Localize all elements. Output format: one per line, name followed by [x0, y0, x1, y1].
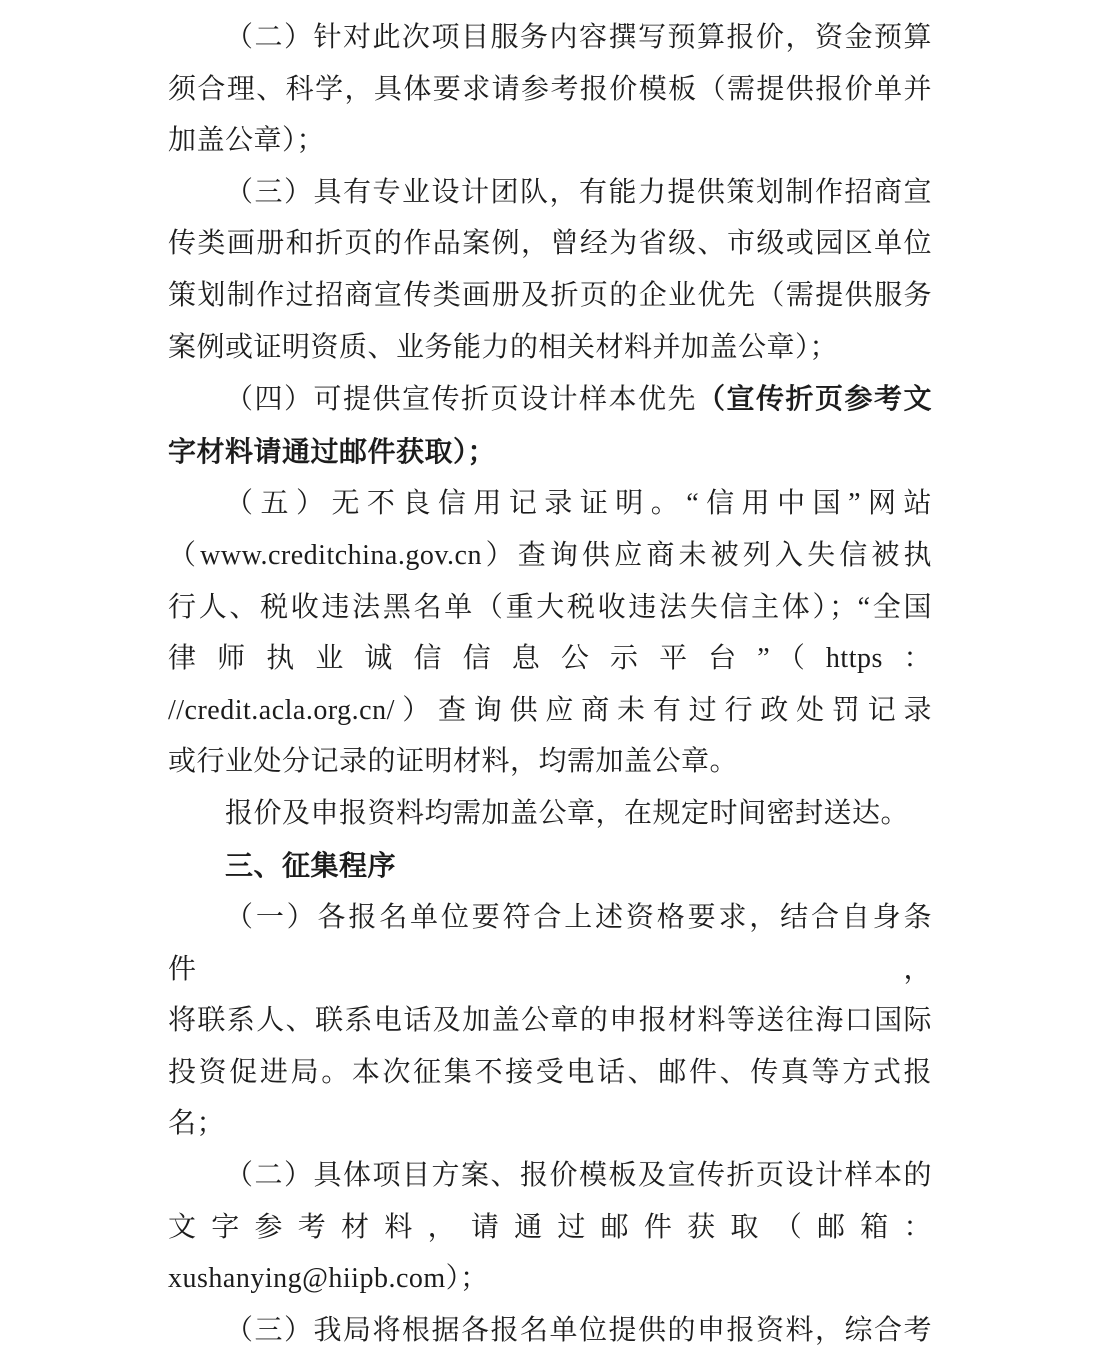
text-segment: （www.creditchina.gov.cn）查询供应商未被列入失信被执: [168, 539, 932, 571]
text-segment: 加盖公章）；: [168, 125, 326, 157]
text-line: [168, 218, 932, 270]
text-segment: （二）具体项目方案、报价模板及宣传折页设计样本的: [225, 1160, 932, 1192]
text-line: [168, 530, 932, 582]
text-segment: 案例或证明资质、业务能力的相关材料并加盖公章）；: [168, 331, 839, 363]
text-segment: 将联系人、联系电话及加盖公章的申报材料等送往海口国际: [168, 1005, 932, 1037]
text-line: [168, 12, 932, 64]
text-segment: （五）无不良信用记录证明。“信用中国”网站: [225, 488, 932, 520]
text-line: [168, 270, 932, 322]
emphasis-text-segment: 字材料请通过邮件获取）；: [168, 435, 497, 467]
text-segment: 传类画册和折页的作品案例，曾经为省级、市级或园区单位: [168, 228, 932, 260]
text-line: [168, 322, 932, 374]
text-line: [168, 1253, 932, 1305]
text-line: [168, 1047, 932, 1150]
text-segment: 须合理、科学，具体要求请参考报价模板（需提供报价单并: [168, 73, 932, 105]
text-segment: （三）我局将根据各报名单位提供的申报资料，综合考: [225, 1314, 932, 1346]
text-segment: 行人、税收违法黑名单（重大税收违法失信主体）；“全国: [168, 591, 932, 623]
text-segment: （三）具有专业设计团队，有能力提供策划制作招商宣: [225, 176, 932, 208]
text-line: [168, 1202, 932, 1254]
text-line: [168, 892, 932, 995]
text-segment: xushanying@hiipb.com）；: [168, 1263, 489, 1295]
text-line: [168, 633, 932, 685]
text-line: [168, 736, 932, 788]
text-line: [168, 582, 932, 634]
text-segment: （四）可提供宣传折页设计样本优先: [225, 384, 697, 416]
text-line: [168, 1150, 932, 1202]
text-line: [168, 373, 932, 426]
section-heading: [168, 840, 932, 893]
text-segment: 策划制作过招商宣传类画册及折页的企业优先（需提供服务: [168, 279, 932, 311]
text-line: [168, 685, 932, 737]
text-segment: 报价及申报资料均需加盖公章，在规定时间密封送达。: [225, 797, 910, 829]
text-segment: （一）各报名单位要符合上述资格要求，结合自身条件，: [168, 902, 932, 985]
text-line: [168, 478, 932, 530]
text-segment: //credit.acla.org.cn/）查询供应商未有过行政处罚记录: [168, 694, 932, 726]
text-line: [168, 788, 932, 840]
text-line: [168, 64, 932, 116]
emphasis-text-segment: （宣传折页参考文: [696, 383, 932, 415]
text-line: [168, 167, 932, 219]
document-text-block: [168, 12, 932, 1356]
text-segment: （二）针对此次项目服务内容撰写预算报价，资金预算: [225, 22, 932, 53]
text-segment: 文字参考材料，请通过邮件获取（邮箱：: [168, 1211, 932, 1243]
text-segment: 律师执业诚信信息公示平台”（https：: [168, 643, 932, 675]
text-line: [168, 115, 932, 167]
text-line: [168, 426, 932, 479]
text-line: [168, 995, 932, 1047]
text-line: [168, 1305, 932, 1356]
text-segment: 或行业处分记录的证明材料，均需加盖公章。: [168, 746, 739, 778]
text-segment: 投资促进局。本次征集不接受电话、邮件、传真等方式报名；: [168, 1056, 932, 1140]
emphasis-text-segment: 三、征集程序: [225, 849, 397, 881]
